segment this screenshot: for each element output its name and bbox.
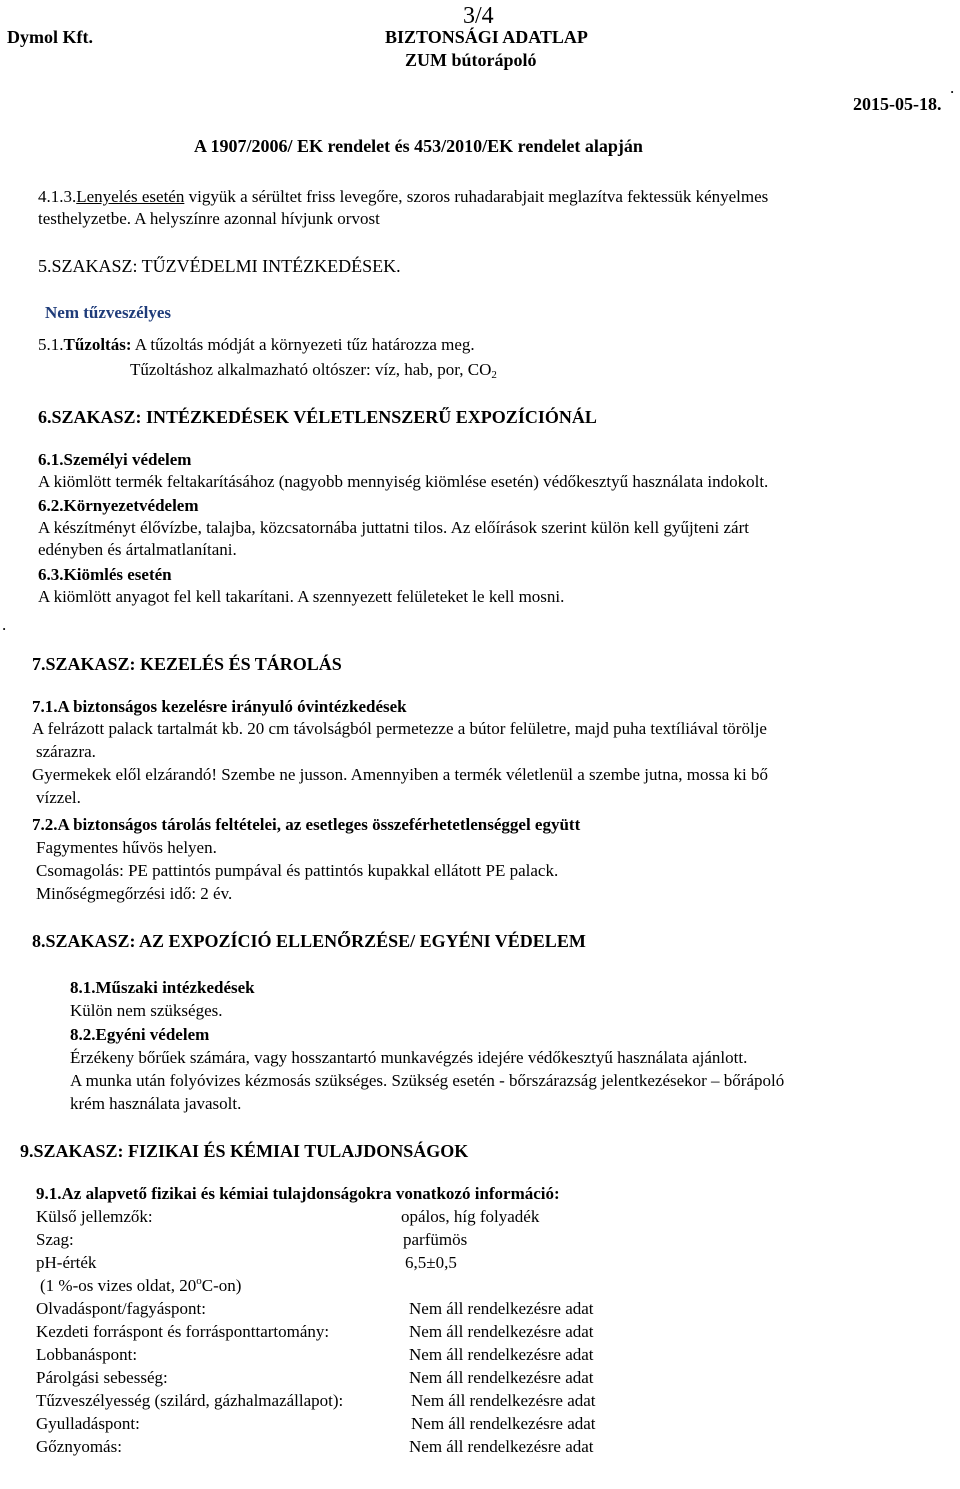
s7-sub2-title: 7.2.A biztonságos tárolás feltételei, az esetleges összeférhetetlenséggel együtt [32, 815, 581, 834]
s5-heading: 5.SZAKASZ: TŰZVÉDELMI INTÉZKEDÉSEK. [38, 256, 401, 276]
document-title: BIZTONSÁGI ADATLAP [385, 27, 588, 47]
s9-heading: 9.SZAKASZ: FIZIKAI ÉS KÉMIAI TULAJDONSÁGOK [20, 1141, 469, 1161]
prop-value-evaporation-rate: Nem áll rendelkezésre adat [409, 1368, 594, 1387]
product-name: ZUM bútorápoló [405, 50, 537, 70]
s4-ingestion-line2: testhelyzetbe. A helyszínre azonnal hívjunk orvost [38, 209, 380, 228]
prop-value-boiling-point: Nem áll rendelkezésre adat [409, 1322, 594, 1341]
s7-heading: 7.SZAKASZ: KEZELÉS ÉS TÁROLÁS [32, 654, 342, 674]
s5-nonflammable: Nem tűzveszélyes [45, 303, 172, 322]
s5-sub1-text: A tűzoltás módját a környezeti tűz határozza meg. [131, 335, 475, 354]
prop-label-boiling-point: Kezdeti forráspont és forrásponttartomány: [36, 1322, 330, 1341]
s4-subsection-number: 4.1.3. [38, 187, 77, 206]
s6-sub3-text: A kiömlött anyagot fel kell takarítani. A szennyezett felületeket le kell mosni. [38, 587, 565, 606]
s8-sub2-line3: krém használata javasolt. [70, 1094, 242, 1113]
s9-sub1-title: 9.1.Az alapvető fizikai és kémiai tulajdonságokra vonatkozó információ: [36, 1184, 560, 1203]
prop-label-ph: pH-érték [36, 1253, 97, 1272]
page-mark-dot: . [950, 78, 955, 97]
prop-value-flammability: Nem áll rendelkezésre adat [411, 1391, 596, 1410]
prop-value-appearance: opálos, híg folyadék [401, 1207, 540, 1226]
s6-sub2-line1: A készítményt élővízbe, talajba, közcsatornába juttatni tilos. Az előírások szerint külön kell gyűjteni zárt [38, 518, 749, 537]
prop-label-flash-point: Lobbanáspont: [36, 1345, 138, 1364]
s5-sub1-number: 5.1. [38, 335, 64, 354]
s8-sub2-line1: Érzékeny bőrűek számára, vagy hosszantartó munkavégzés idejére védőkesztyű használata ajánlott. [70, 1048, 748, 1067]
s7-sub2-line3: Minőségmegőrzési idő: 2 év. [36, 884, 233, 903]
s8-sub1-text: Külön nem szükséges. [70, 1001, 223, 1020]
page-number: 3/4 [463, 3, 494, 29]
s8-sub2-title: 8.2.Egyéni védelem [70, 1025, 210, 1044]
s6-sub1-text: A kiömlött termék feltakarításához (nagyobb mennyiség kiömlése esetén) védőkesztyű használata indokolt. [38, 472, 769, 491]
company-name: Dymol Kft. [7, 27, 93, 47]
s5-extinguishing-agents: Tűzoltáshoz alkalmazható oltószer: víz, hab, por, $CO_2$ [130, 360, 497, 381]
prop-label-vapor-pressure: Gőznyomás: [36, 1437, 122, 1456]
s7-sub1-line2: szárazra. [36, 742, 96, 761]
s7-sub2-line2: Csomagolás: PE pattintós pumpával és pattintós kupakkal ellátott PE palack. [36, 861, 559, 880]
prop-label-melting-point: Olvadáspont/fagyáspont: [36, 1299, 206, 1318]
s7-sub1-line3: Gyermekek elől elzárandó! Szembe ne jusson. Amennyiben a termék véletlenül a szembe jutna, mossa ki bő [32, 765, 768, 784]
s4-ingestion-line1 [38, 187, 768, 207]
s7-sub1-title: 7.1.A biztonságos kezelésre irányuló óvintézkedések [32, 697, 407, 716]
prop-label-odor: Szag: [36, 1230, 74, 1249]
s4-ingestion-text: vigyük a sérültet friss levegőre, szoros ruhadarabjait meglazítva fektessük kényelmes [184, 187, 769, 206]
prop-value-melting-point: Nem áll rendelkezésre adat [409, 1299, 594, 1318]
prop-value-flash-point: Nem áll rendelkezésre adat [409, 1345, 594, 1364]
s6-sub1-title: 6.1.Személyi védelem [38, 450, 192, 469]
s7-sub1-line1: A felrázott palack tartalmát kb. 20 cm távolságból permetezze a bútor felületre, majd puha textíliával törölje [32, 719, 767, 738]
regulation-line: A 1907/2006/ EK rendelet és 453/2010/EK rendelet alapján [194, 136, 643, 156]
prop-value-ignition-point: Nem áll rendelkezésre adat [411, 1414, 596, 1433]
prop-value-vapor-pressure: Nem áll rendelkezésre adat [409, 1437, 594, 1456]
s8-sub2-line2: A munka után folyóvizes kézmosás szükséges. Szükség esetén - bőrszárazság jelentkezésekor – bőrápoló [70, 1071, 785, 1090]
prop-value-odor: parfümös [403, 1230, 468, 1249]
ph-note: (1 %-os vizes oldat, 20$^o$C-on) [40, 1275, 242, 1295]
prop-label-evaporation-rate: Párolgási sebesség: [36, 1368, 168, 1387]
revision-date: 2015-05-18. [853, 94, 942, 114]
s7-sub1-line4: vízzel. [36, 788, 81, 807]
s7-sub2-line1: Fagymentes hűvös helyen. [36, 838, 217, 857]
s8-heading: 8.SZAKASZ: AZ EXPOZÍCIÓ ELLENŐRZÉSE/ EGYÉNI VÉDELEM [32, 931, 586, 951]
s5-sub1-title: Tűzoltás: [63, 335, 132, 354]
prop-value-ph: 6,5±0,5 [405, 1253, 457, 1272]
s4-ingestion-link[interactable]: Lenyelés esetén [76, 187, 185, 206]
s6-sub2-title: 6.2.Környezetvédelem [38, 496, 199, 515]
s6-sub2-line2: edényben és ártalmatlanítani. [38, 540, 237, 559]
prop-label-appearance: Külső jellemzők: [36, 1207, 153, 1226]
prop-label-ignition-point: Gyulladáspont: [36, 1414, 140, 1433]
s5-firefighting-line [38, 335, 475, 355]
s8-sub1-title: 8.1.Műszaki intézkedések [70, 978, 255, 997]
s6-sub3-title: 6.3.Kiömlés esetén [38, 565, 172, 584]
s6-heading: 6.SZAKASZ: INTÉZKEDÉSEK VÉLETLENSZERŰ EXPOZÍCIÓNÁL [38, 407, 597, 427]
prop-label-flammability: Tűzveszélyesség (szilárd, gázhalmazállapot): [36, 1391, 344, 1410]
left-margin-dot: . [2, 615, 7, 634]
